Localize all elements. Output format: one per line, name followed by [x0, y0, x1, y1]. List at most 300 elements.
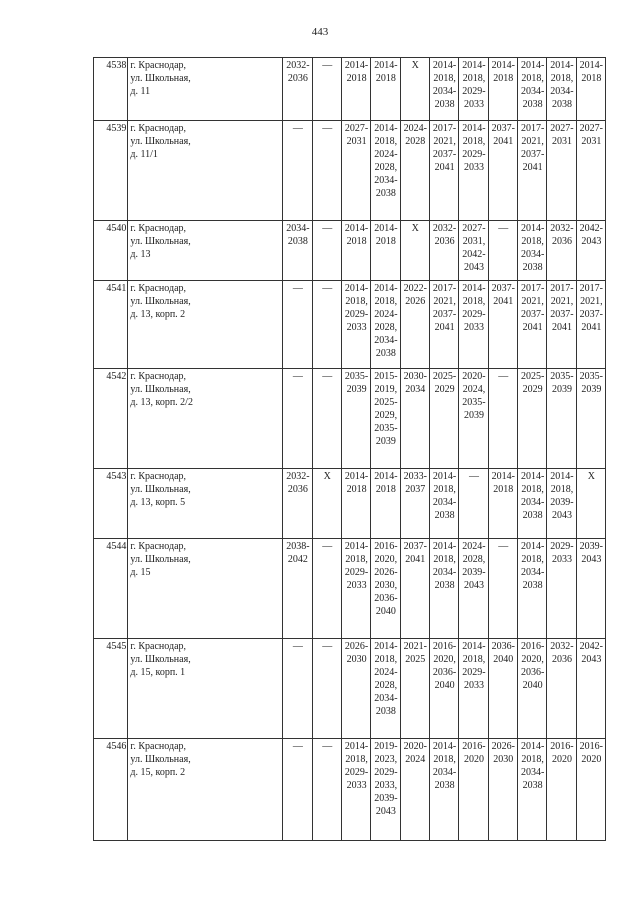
- period-value: 2017-: [432, 283, 457, 294]
- period-value: 2030: [493, 754, 514, 765]
- period-value: 2018,: [433, 754, 456, 765]
- period-value: 2014-: [462, 123, 486, 134]
- period-value: 2016-: [520, 641, 545, 652]
- period-cell: [371, 639, 400, 739]
- period-cell: [517, 739, 546, 841]
- period-value: —: [322, 283, 333, 294]
- period-value: 2042-: [462, 249, 486, 260]
- period-cell: [312, 469, 341, 539]
- period-value: 2014-: [520, 471, 545, 482]
- period-value: 2038: [522, 780, 543, 791]
- period-value: —: [322, 123, 333, 134]
- period-value: 2017-: [579, 283, 603, 294]
- period-cell: [517, 58, 546, 121]
- record-number: 4541: [94, 281, 128, 369]
- period-cell: [547, 639, 576, 739]
- period-cell: [283, 121, 312, 221]
- period-value: 2018: [493, 73, 514, 84]
- period-value: 2039-: [550, 497, 574, 508]
- period-value: 2034: [405, 384, 426, 395]
- period-value: 2024-: [374, 149, 398, 160]
- address-line: г. Краснодар,: [130, 283, 187, 294]
- period-value: 2035-: [344, 371, 369, 382]
- period-value: 2041: [551, 322, 572, 333]
- address-line: г. Краснодар,: [130, 223, 187, 234]
- period-value: 2037-: [432, 309, 457, 320]
- period-value: 2043: [463, 262, 484, 273]
- address-line: д. 13: [130, 249, 151, 260]
- period-value: 2028: [405, 136, 426, 147]
- period-value: 2040: [375, 606, 396, 617]
- period-cell: [341, 281, 370, 369]
- address-line: г. Краснодар,: [130, 471, 187, 482]
- period-value: 2029-: [462, 667, 486, 678]
- period-value: 2030,: [374, 580, 398, 591]
- address-line: ул. Школьная,: [130, 236, 191, 247]
- period-value: —: [292, 123, 303, 134]
- period-value: 2033,: [374, 780, 398, 791]
- period-cell: [488, 281, 517, 369]
- period-value: 2026: [405, 296, 426, 307]
- period-value: 2026-: [491, 741, 515, 752]
- period-cell: [371, 221, 400, 281]
- period-value: 2032-: [550, 641, 574, 652]
- period-cell: [576, 281, 605, 369]
- period-value: 2014-: [344, 471, 369, 482]
- period-value: 2024: [405, 754, 426, 765]
- period-value: 2014-: [462, 283, 486, 294]
- period-value: 2014-: [344, 741, 369, 752]
- period-value: 2028,: [374, 162, 398, 173]
- period-value: 2037-: [403, 541, 427, 552]
- period-cell: [517, 639, 546, 739]
- period-cell: [517, 539, 546, 639]
- period-value: 2034-: [432, 767, 457, 778]
- address-line: д. 13, корп. 5: [130, 497, 186, 508]
- period-value: 2032-: [286, 471, 310, 482]
- period-cell: [576, 539, 605, 639]
- period-value: 2034-: [432, 567, 457, 578]
- period-value: 2018,: [462, 296, 486, 307]
- period-cell: [429, 639, 458, 739]
- period-value: 2018: [581, 73, 602, 84]
- table-row: [94, 121, 606, 221]
- period-value: 2026-: [344, 641, 369, 652]
- period-cell: [547, 221, 576, 281]
- table-row: [94, 281, 606, 369]
- period-cell: [547, 58, 576, 121]
- period-value: 2029-: [462, 149, 486, 160]
- period-value: 2034-: [432, 86, 457, 97]
- period-value: 2014-: [374, 60, 398, 71]
- address-cell: [128, 281, 283, 369]
- period-value: 2021,: [580, 296, 603, 307]
- period-cell: [576, 58, 605, 121]
- period-value: 2014-: [432, 541, 457, 552]
- address-line: д. 15: [130, 567, 151, 578]
- period-value: 2020-: [403, 741, 427, 752]
- period-value: —: [292, 371, 303, 382]
- period-cell: [283, 539, 312, 639]
- period-value: —: [498, 541, 509, 552]
- period-value: 2034-: [550, 86, 574, 97]
- period-value: 2037-: [520, 149, 545, 160]
- period-value: 2029-: [550, 541, 574, 552]
- table-row: [94, 369, 606, 469]
- period-value: —: [498, 371, 509, 382]
- period-value: 2017-: [520, 123, 545, 134]
- period-value: 2021,: [521, 136, 544, 147]
- period-value: 2020,: [521, 654, 544, 665]
- period-value: 2020,: [433, 654, 456, 665]
- period-value: 2041: [434, 322, 455, 333]
- period-value: 2024,: [462, 384, 486, 395]
- period-value: 2016-: [432, 641, 457, 652]
- period-value: 2020-: [462, 371, 486, 382]
- period-cell: [400, 281, 429, 369]
- period-cell: [488, 469, 517, 539]
- period-value: 2020: [551, 754, 572, 765]
- period-cell: [400, 539, 429, 639]
- period-cell: [576, 739, 605, 841]
- period-cell: [341, 121, 370, 221]
- period-cell: [371, 121, 400, 221]
- period-value: 2014-: [374, 283, 398, 294]
- period-value: 2014-: [374, 641, 398, 652]
- period-value: 2029-: [462, 309, 486, 320]
- period-cell: [429, 281, 458, 369]
- table-row: [94, 739, 606, 841]
- period-value: 2014-: [344, 541, 369, 552]
- period-value: 2039-: [579, 541, 603, 552]
- period-value: 2037-: [491, 123, 515, 134]
- period-value: 2035-: [374, 423, 398, 434]
- period-value: 2033: [463, 322, 484, 333]
- period-cell: [459, 281, 488, 369]
- period-cell: [312, 121, 341, 221]
- period-value: 2020: [581, 754, 602, 765]
- period-cell: [283, 281, 312, 369]
- period-cell: [283, 221, 312, 281]
- period-value: 2018,: [374, 136, 398, 147]
- period-value: 2018,: [433, 484, 456, 495]
- address-cell: [128, 469, 283, 539]
- period-value: 2020: [463, 754, 484, 765]
- period-value: 2024-: [462, 541, 486, 552]
- period-value: 2041: [493, 296, 514, 307]
- period-value: 2034-: [520, 567, 545, 578]
- period-value: 2014-: [462, 641, 486, 652]
- period-value: —: [498, 223, 509, 234]
- period-value: 2034-: [432, 497, 457, 508]
- period-cell: [400, 221, 429, 281]
- period-value: 2029,: [374, 410, 398, 421]
- period-value: X: [411, 60, 419, 71]
- period-cell: [459, 221, 488, 281]
- period-value: 2041: [405, 554, 426, 565]
- period-value: 2014-: [550, 60, 574, 71]
- period-value: 2036-: [520, 667, 545, 678]
- period-value: 2014-: [579, 60, 603, 71]
- period-value: 2033: [346, 580, 367, 591]
- period-value: X: [587, 471, 595, 482]
- period-value: 2041: [434, 162, 455, 173]
- period-value: 2036: [551, 236, 572, 247]
- address-line: г. Краснодар,: [130, 371, 187, 382]
- period-value: 2036-: [374, 593, 398, 604]
- period-cell: [312, 369, 341, 469]
- period-cell: [341, 221, 370, 281]
- period-value: 2014-: [432, 60, 457, 71]
- address-line: ул. Школьная,: [130, 73, 191, 84]
- period-cell: [576, 221, 605, 281]
- period-value: 2035-: [579, 371, 603, 382]
- record-number: 4545: [94, 639, 128, 739]
- period-cell: [488, 539, 517, 639]
- period-cell: [547, 121, 576, 221]
- period-cell: [459, 639, 488, 739]
- period-value: 2034-: [520, 86, 545, 97]
- period-value: X: [411, 223, 419, 234]
- period-value: 2018,: [521, 754, 544, 765]
- period-value: 2018,: [550, 73, 574, 84]
- period-value: —: [322, 741, 333, 752]
- period-cell: [312, 221, 341, 281]
- address-line: г. Краснодар,: [130, 741, 187, 752]
- period-value: 2039-: [462, 567, 486, 578]
- period-cell: [312, 739, 341, 841]
- period-value: 2043: [551, 510, 572, 521]
- address-line: ул. Школьная,: [130, 136, 191, 147]
- period-cell: [400, 739, 429, 841]
- period-value: 2029-: [344, 567, 369, 578]
- address-line: д. 15, корп. 1: [130, 667, 186, 678]
- period-value: 2034-: [520, 497, 545, 508]
- period-value: 2036: [551, 654, 572, 665]
- period-value: 2026-: [374, 567, 398, 578]
- register-table-body: [94, 58, 606, 841]
- address-line: д. 15, корп. 2: [130, 767, 186, 778]
- period-value: 2037-: [432, 149, 457, 160]
- period-cell: [488, 639, 517, 739]
- period-cell: [547, 469, 576, 539]
- period-value: 2038: [375, 188, 396, 199]
- period-value: 2036: [434, 236, 455, 247]
- address-line: ул. Школьная,: [130, 654, 191, 665]
- period-value: 2032-: [432, 223, 457, 234]
- address-cell: [128, 369, 283, 469]
- period-cell: [547, 539, 576, 639]
- period-cell: [429, 221, 458, 281]
- period-value: 2034-: [374, 693, 398, 704]
- address-cell: [128, 121, 283, 221]
- period-cell: [312, 539, 341, 639]
- period-cell: [459, 539, 488, 639]
- period-cell: [400, 639, 429, 739]
- address-cell: [128, 739, 283, 841]
- period-value: 2018,: [462, 654, 486, 665]
- period-value: 2037-: [520, 309, 545, 320]
- period-cell: [371, 369, 400, 469]
- register-table: [93, 57, 606, 841]
- period-value: 2040: [522, 680, 543, 691]
- period-value: 2020,: [374, 554, 398, 565]
- period-cell: [400, 369, 429, 469]
- period-cell: [341, 539, 370, 639]
- period-value: 2018,: [374, 296, 398, 307]
- period-value: 2019-: [374, 741, 398, 752]
- period-value: 2037-: [550, 309, 574, 320]
- period-value: 2034-: [286, 223, 310, 234]
- period-cell: [429, 739, 458, 841]
- period-value: 2038: [434, 510, 455, 521]
- period-cell: [547, 739, 576, 841]
- record-number: 4543: [94, 469, 128, 539]
- period-cell: [488, 121, 517, 221]
- period-cell: [371, 469, 400, 539]
- period-value: 2042-: [579, 641, 603, 652]
- period-value: 2041: [522, 162, 543, 173]
- period-value: 2025: [405, 654, 426, 665]
- period-value: 2029-: [344, 767, 369, 778]
- period-cell: [547, 369, 576, 469]
- period-value: 2016-: [462, 741, 486, 752]
- address-line: ул. Школьная,: [130, 754, 191, 765]
- period-cell: [547, 281, 576, 369]
- period-value: 2033: [346, 780, 367, 791]
- period-value: 2034-: [520, 249, 545, 260]
- period-cell: [459, 369, 488, 469]
- period-value: 2030: [346, 654, 367, 665]
- period-value: 2014-: [520, 741, 545, 752]
- period-value: 2043: [581, 554, 602, 565]
- period-cell: [488, 739, 517, 841]
- period-value: —: [322, 60, 333, 71]
- period-value: 2030-: [403, 371, 427, 382]
- period-value: 2025-: [432, 371, 457, 382]
- period-value: 2034-: [374, 335, 398, 346]
- period-cell: [517, 469, 546, 539]
- period-value: 2027-: [579, 123, 603, 134]
- record-number: 4542: [94, 369, 128, 469]
- period-cell: [517, 121, 546, 221]
- period-value: 2014-: [462, 60, 486, 71]
- period-value: 2016-: [374, 541, 398, 552]
- period-value: 2031: [346, 136, 367, 147]
- period-value: —: [468, 471, 479, 482]
- period-value: 2025-: [520, 371, 545, 382]
- period-value: 2039: [346, 384, 367, 395]
- period-value: 2038-: [286, 541, 310, 552]
- period-cell: [400, 469, 429, 539]
- period-value: 2015-: [374, 371, 398, 382]
- period-value: —: [322, 371, 333, 382]
- period-value: 2033: [463, 680, 484, 691]
- address-line: д. 11: [130, 86, 151, 97]
- period-value: 2018,: [521, 73, 544, 84]
- period-value: 2014-: [520, 60, 545, 71]
- period-value: 2018,: [462, 73, 486, 84]
- period-cell: [400, 58, 429, 121]
- address-line: г. Краснодар,: [130, 641, 187, 652]
- period-value: 2038: [434, 580, 455, 591]
- period-cell: [341, 469, 370, 539]
- period-value: 2018,: [433, 554, 456, 565]
- period-cell: [429, 369, 458, 469]
- period-value: 2037-: [579, 309, 603, 320]
- period-cell: [341, 58, 370, 121]
- period-value: 2018,: [462, 136, 486, 147]
- period-value: 2016-: [550, 741, 574, 752]
- period-cell: [371, 281, 400, 369]
- period-cell: [341, 639, 370, 739]
- period-value: 2028,: [462, 554, 486, 565]
- period-cell: [488, 221, 517, 281]
- period-value: 2024-: [403, 123, 427, 134]
- period-value: —: [292, 641, 303, 652]
- period-cell: [283, 639, 312, 739]
- period-value: 2034-: [374, 175, 398, 186]
- period-value: 2038: [287, 236, 308, 247]
- period-value: 2018: [375, 73, 396, 84]
- period-cell: [371, 539, 400, 639]
- period-value: 2021,: [550, 296, 574, 307]
- period-value: 2039: [581, 384, 602, 395]
- period-value: 2029: [434, 384, 455, 395]
- period-value: 2038: [375, 706, 396, 717]
- period-value: 2029-: [344, 309, 369, 320]
- period-value: 2018,: [345, 554, 368, 565]
- period-cell: [517, 369, 546, 469]
- period-value: 2014-: [491, 471, 515, 482]
- period-value: 2028,: [374, 322, 398, 333]
- period-value: 2018: [493, 484, 514, 495]
- period-value: 2024-: [374, 667, 398, 678]
- record-number: 4538: [94, 58, 128, 121]
- period-cell: [312, 281, 341, 369]
- period-value: 2043: [581, 236, 602, 247]
- period-value: 2031,: [462, 236, 486, 247]
- period-cell: [576, 369, 605, 469]
- address-line: д. 13, корп. 2/2: [130, 397, 193, 408]
- period-value: 2014-: [550, 471, 574, 482]
- record-number: 4540: [94, 221, 128, 281]
- period-value: 2042-: [579, 223, 603, 234]
- period-value: 2038: [551, 99, 572, 110]
- period-value: 2039: [463, 410, 484, 421]
- address-cell: [128, 58, 283, 121]
- period-value: 2014-: [344, 223, 369, 234]
- period-value: 2041: [522, 322, 543, 333]
- period-value: 2014-: [520, 223, 545, 234]
- page-number: 443: [311, 26, 329, 38]
- period-value: 2038: [434, 99, 455, 110]
- address-line: г. Краснодар,: [130, 123, 187, 134]
- period-value: 2038: [522, 262, 543, 273]
- period-cell: [400, 121, 429, 221]
- period-value: 2014-: [520, 541, 545, 552]
- record-number: 4546: [94, 739, 128, 841]
- period-cell: [459, 121, 488, 221]
- table-row: [94, 469, 606, 539]
- period-value: 2029: [522, 384, 543, 395]
- period-value: 2017-: [550, 283, 574, 294]
- period-value: 2018,: [345, 296, 368, 307]
- period-value: 2022-: [403, 283, 427, 294]
- address-line: г. Краснодар,: [130, 541, 187, 552]
- period-value: 2033-: [403, 471, 427, 482]
- period-value: 2036: [287, 484, 308, 495]
